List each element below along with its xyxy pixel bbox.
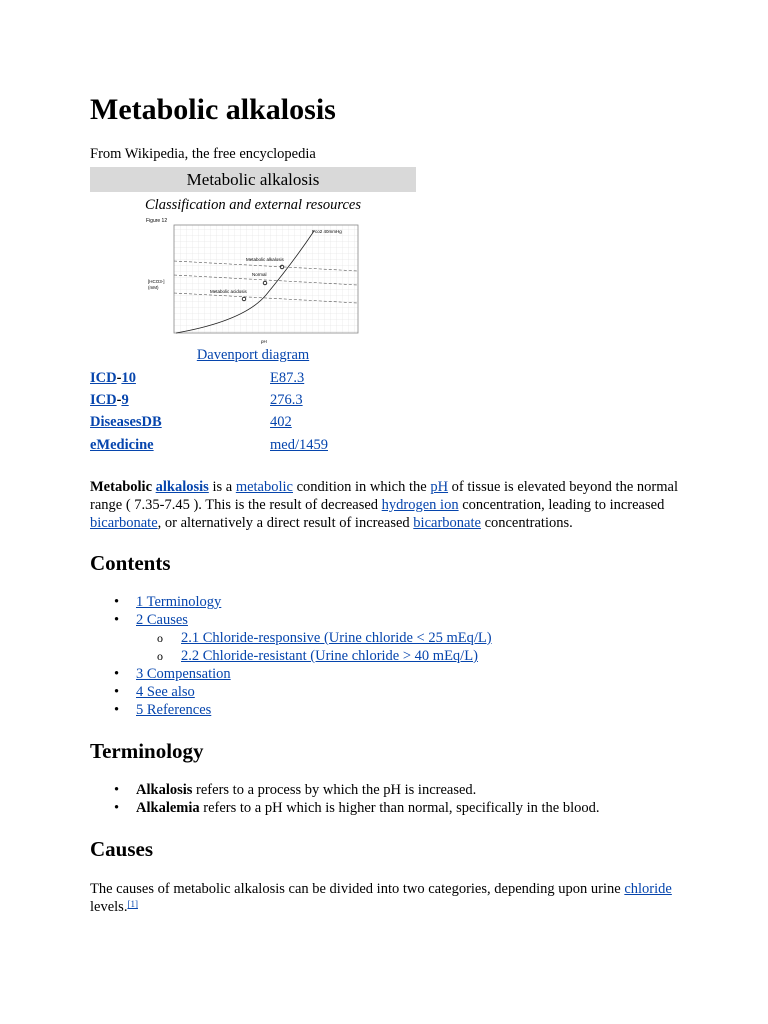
- toc-subitem: [90, 647, 492, 665]
- toc-link-chloride-resistant[interactable]: 2.2 Chloride-resistant (Urine chloride > 40 mEq/L): [181, 648, 478, 664]
- bicarbonate-link[interactable]: bicarbonate: [413, 515, 481, 531]
- infobox-row-diseasesdb: [90, 414, 416, 434]
- causes-paragraph: The causes of metabolic alkalosis can be divided into two categories, depending upon urine chloride levels.[1]: [90, 881, 672, 915]
- icd9-code-link[interactable]: 276.3: [270, 392, 303, 408]
- diagram-x-label: pH: [261, 339, 267, 344]
- diagram-figure-label: Figure 12: [146, 218, 168, 224]
- contents-heading: Contents: [90, 551, 171, 575]
- toc-item: [90, 701, 492, 719]
- infobox-row-icd10: ICD-10 E87.3: [90, 370, 305, 386]
- emedicine-code-link[interactable]: med/1459: [270, 437, 328, 453]
- infobox-subtitle: Classification and external resources: [145, 197, 361, 213]
- infobox-title: Metabolic alkalosis: [90, 167, 416, 192]
- table-of-contents: [90, 593, 492, 719]
- toc-link-chloride-responsive[interactable]: 2.1 Chloride-responsive (Urine chloride < 25 mEq/L): [181, 630, 492, 646]
- tagline: From Wikipedia, the free encyclopedia: [90, 146, 316, 162]
- toc-item: [90, 683, 492, 701]
- diagram-label-alkalosis: Metabolic alkalosis: [246, 257, 284, 262]
- reference-link[interactable]: [1]: [127, 899, 138, 909]
- terminology-list: [90, 781, 600, 817]
- toc-link-terminology[interactable]: 1 Terminology: [136, 594, 222, 610]
- toc-link-compensation[interactable]: 3 Compensation: [136, 666, 231, 682]
- toc-item: [90, 593, 492, 611]
- alkalosis-link[interactable]: alkalosis: [155, 479, 209, 495]
- metabolic-link[interactable]: metabolic: [235, 479, 293, 495]
- terminology-heading: Terminology: [90, 739, 204, 763]
- icd10-link[interactable]: 10: [121, 370, 136, 386]
- ph-link[interactable]: pH: [430, 479, 449, 495]
- diagram-y-label: [HCO3-]: [148, 279, 165, 284]
- icd-link[interactable]: ICD: [90, 392, 117, 408]
- infobox: [90, 167, 416, 453]
- davenport-diagram-image[interactable]: [144, 217, 364, 345]
- causes-heading: Causes: [90, 837, 154, 861]
- icd-link[interactable]: ICD: [90, 370, 117, 386]
- intro-paragraph: Metabolic alkalosis is a metabolic condition in which the pH of tissue is elevated beyond the normal range ( 7.35-7.45 ). This is the result of decreased hydrogen ion concentration, leading to increased bicarbonate, or alternatively a direct result of increased bicarbonate concentrations.: [90, 479, 678, 531]
- list-item: • Alkalemia refers to a pH which is higher than normal, specifically in the blood.: [90, 799, 600, 817]
- diagram-label-acidosis: Metabolic acidosis: [210, 289, 247, 294]
- infobox-row-emedicine: [90, 437, 416, 457]
- diagram-label-pco2: Pco2 40mmHg: [312, 229, 342, 234]
- icd9-link[interactable]: 9: [121, 392, 129, 408]
- icd10-code-link[interactable]: E87.3: [270, 370, 305, 386]
- diseasesdb-link[interactable]: DiseasesDB: [90, 414, 162, 430]
- bicarbonate-link[interactable]: bicarbonate: [90, 515, 158, 531]
- toc-item: [90, 665, 492, 683]
- toc-subitem: [90, 629, 492, 647]
- emedicine-link[interactable]: eMedicine: [90, 437, 154, 453]
- diagram-y-unit: (mM): [148, 285, 159, 290]
- toc-link-references[interactable]: 5 References: [136, 702, 212, 718]
- toc-link-causes[interactable]: 2 Causes: [136, 612, 188, 628]
- page-title: Metabolic alkalosis: [90, 93, 336, 126]
- list-item: • Alkalosis refers to a process by which the pH is increased.: [90, 781, 600, 799]
- diagram-plot-area: [174, 225, 358, 333]
- toc-link-see-also[interactable]: 4 See also: [136, 684, 195, 700]
- infobox-row-icd9: ICD-9 276.3: [90, 392, 303, 408]
- hydrogen-ion-link[interactable]: hydrogen ion: [381, 497, 459, 513]
- toc-item: [90, 611, 492, 629]
- chloride-link[interactable]: chloride: [624, 881, 672, 897]
- diseasesdb-code-link[interactable]: 402: [270, 414, 292, 430]
- infobox-caption-link[interactable]: Davenport diagram: [196, 347, 310, 363]
- diagram-label-normal: Normal: [252, 272, 267, 277]
